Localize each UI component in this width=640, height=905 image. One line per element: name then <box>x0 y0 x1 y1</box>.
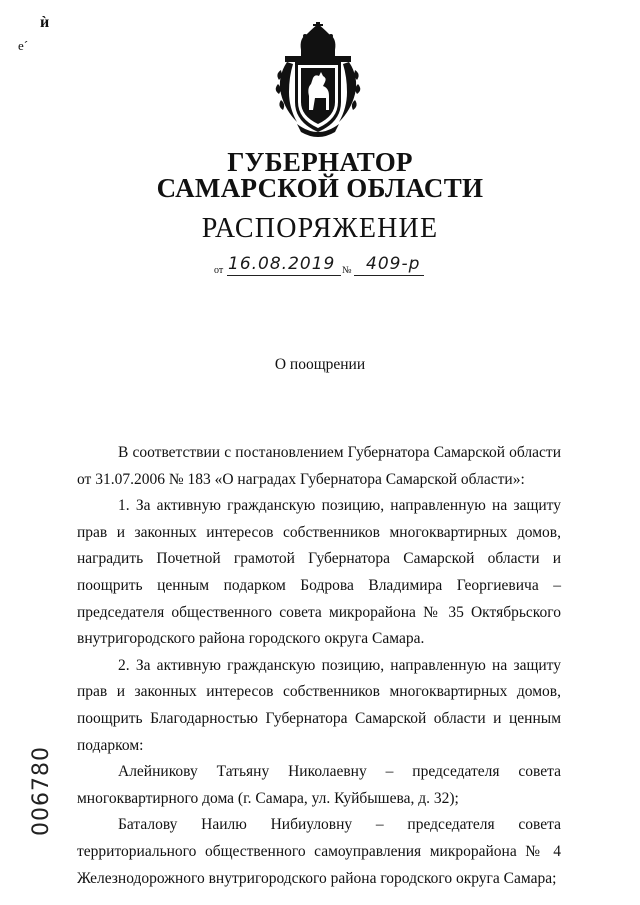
coat-of-arms-icon <box>275 22 361 140</box>
document-type: РАСПОРЯЖЕНИЕ <box>201 213 439 244</box>
paragraph-person2: Баталову Наилю Нибиуловну – председателя совета территориального общественного самоуправления микрорайона № 4 Железнодорожного внутригородского района городского округа Самара; <box>77 816 561 887</box>
number-prefix: № <box>342 265 352 276</box>
document-subject: О поощрении <box>274 356 366 373</box>
intro-line2: от 31.07.2006 № 183 «О наградах Губернатора Самарской области»: <box>77 470 525 488</box>
date-prefix: от <box>214 265 224 276</box>
corner-mark: ѝ <box>40 14 50 31</box>
issuer-title-line2: САМАРСКОЙ ОБЛАСТИ <box>156 173 484 203</box>
paragraph-item1: 1. За активную гражданскую позицию, направленную на защиту прав и законных интересов собственников многоквартирных домов, наградить Почетной грамотой Губернатора Самарской области и поощрить ценным подарком Бодрова Владимира Георгиевича – председателя общественного совета микрорайона № 35 Октябрьского внутригородского района городского округа Самара. <box>77 497 561 648</box>
dateline <box>214 254 474 278</box>
number-underline <box>354 275 424 276</box>
paragraph-item2: 2. За активную гражданскую позицию, направленную на защиту прав и законных интересов собственников многоквартирных домов, поощрить Благодарностью Губернатора Самарской области и ценным подарком: <box>77 656 561 754</box>
issuer-title-line1: ГУБЕРНАТОР <box>227 147 413 177</box>
date-underline <box>227 275 341 276</box>
corner-mark-secondary: е´ <box>18 38 29 53</box>
paragraph-person1: Алейникову Татьяну Николаевну – председателя совета многоквартирного дома (г. Самара, ул. Куйбышева, д. 32); <box>77 763 561 807</box>
intro-line1: В соответствии с постановлением Губернатора Самарской области <box>118 444 561 461</box>
document-body <box>77 440 561 892</box>
document-date: 16.08.2019 <box>228 254 336 274</box>
document-number: 409-р <box>366 254 421 274</box>
side-serial-number: 006780 <box>29 746 54 836</box>
